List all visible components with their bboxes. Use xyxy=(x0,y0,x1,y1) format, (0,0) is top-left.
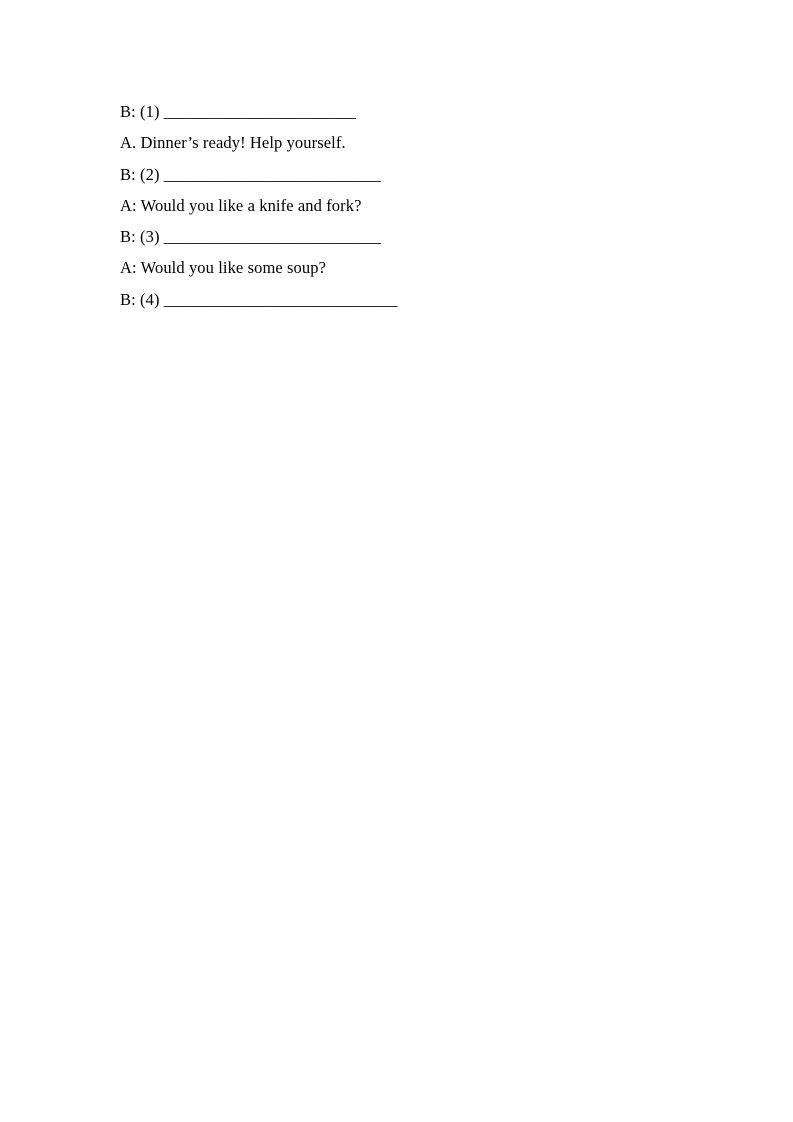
dialogue-line-a3: A: Would you like some soup? xyxy=(120,258,327,278)
dialogue-line-b4: B: (4) ____________________________ xyxy=(120,289,398,309)
dialogue-exercise xyxy=(120,96,753,315)
dialogue-line-a1: A. Dinner’s ready! Help yourself. xyxy=(120,133,346,153)
dialogue-line-b2: B: (2) __________________________ xyxy=(120,164,381,184)
dialogue-line-b1: B: (1) _______________________ xyxy=(120,102,356,121)
dialogue-line-b3: B: (3) __________________________ xyxy=(120,227,381,247)
dialogue-line-a2: A: Would you like a knife and fork? xyxy=(120,195,362,215)
